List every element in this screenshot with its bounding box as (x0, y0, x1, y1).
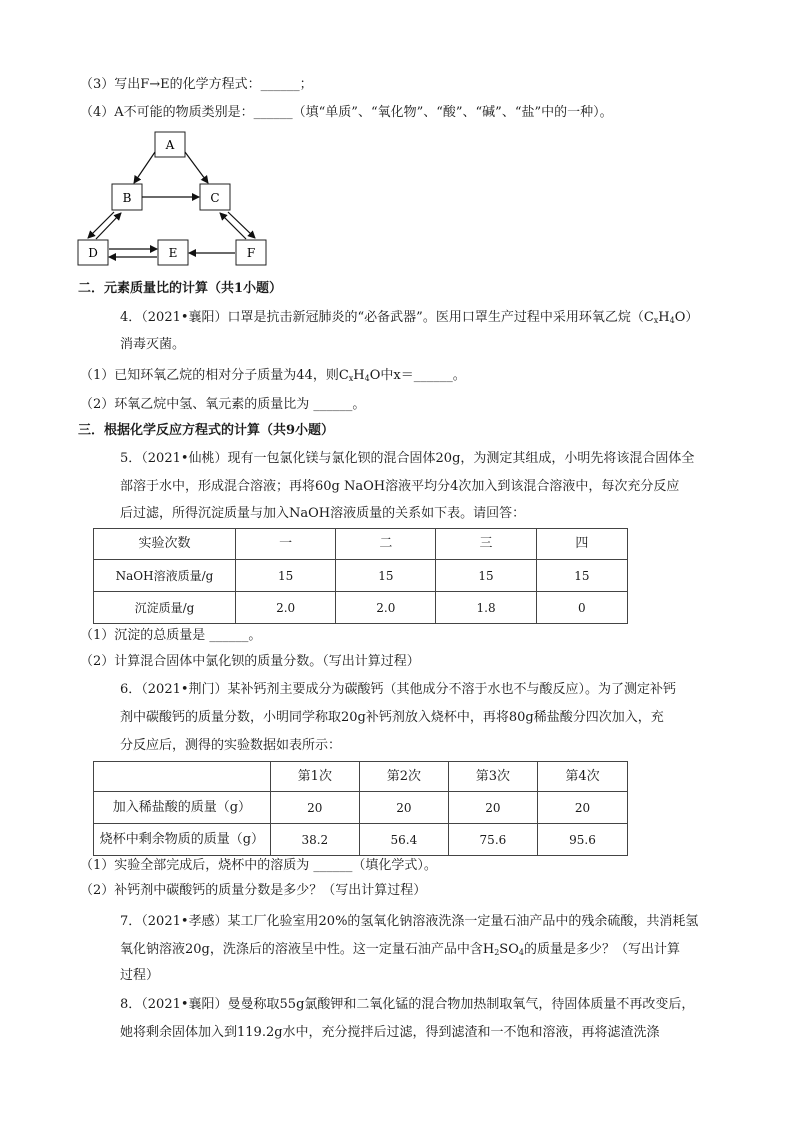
t2-header-0 (94, 762, 271, 792)
t2-r1-c3: 75.6 (448, 824, 537, 856)
problem-5-line-1: 5．（2021•仙桃）现有一包氯化镁与氯化钡的混合固体20g，为测定其组成，小明先将该混合固体全 (120, 451, 695, 466)
t2-r0-c0: 加入稀盐酸的质量（g） (94, 792, 271, 824)
t1-header-3: 三 (436, 529, 536, 560)
problem-5-line-3: 后过滤，所得沉淀质量与加入NaOH溶液质量的关系如下表。请回答： (120, 506, 526, 521)
t2-r0-c4: 20 (537, 792, 627, 824)
t1-r1-c1: 2.0 (236, 592, 336, 624)
problem-5-q1: （1）沉淀的总质量是 ______。 (80, 628, 262, 643)
t1-header-1: 一 (236, 529, 336, 560)
p7-sub-2: 2 (494, 948, 500, 957)
t2-r1-c1: 38.2 (270, 824, 359, 856)
problem-5-line-2: 部溶于水中，形成混合溶液；再将60g NaOH溶液平均分4次加入到该混合溶液中，每次充分反应 (120, 479, 680, 494)
problem-6-line-3: 分反应后，测得的实验数据如表所示： (120, 738, 342, 753)
node-b: B (122, 191, 132, 205)
t2-header-2: 第2次 (359, 762, 448, 792)
question-3: （3）写出F→E的化学方程式：______； (80, 77, 313, 92)
p4-text-a: 4．（2021•襄阳）口罩是抗击新冠肺炎的“必备武器”。医用口罩生产过程中采用环氧乙烷（C (120, 310, 654, 325)
problem-4-line-1 (120, 308, 698, 331)
t1-r1-c0: 沉淀质量/g (94, 592, 236, 624)
p4-sub-4: 4 (669, 316, 675, 325)
problem-7-line-1: 7．（2021•孝感）某工厂化验室用20%的氢氧化钠溶液洗涤一定量石油产品中的残余硫酸，共消耗氢 (120, 914, 699, 929)
table-calcium (93, 761, 628, 856)
node-a: A (165, 138, 175, 152)
problem-6-q1: （1）实验全部完成后，烧杯中的溶质为 ______（填化学式）。 (80, 858, 437, 873)
p7-text-b: 的质量是多少？（写出计算 (523, 942, 680, 957)
question-4: （4）A不可能的物质类别是：______（填“单质”、“氧化物”、“酸”、“碱”、“盐”中的一种）。 (80, 105, 613, 120)
p7-sub-4: 4 (518, 948, 524, 957)
t2-r1-c4: 95.6 (537, 824, 627, 856)
node-e: E (168, 246, 178, 260)
p4-h: H (658, 310, 670, 325)
problem-4-line-2: 消毒灭菌。 (120, 337, 186, 352)
t2-r1-c0: 烧杯中剩余物质的质量（g） (94, 824, 271, 856)
problem-6-line-2: 剂中碳酸钙的质量分数，小明同学称取20g补钙剂放入烧杯中，再将80g稀盐酸分四次加入，充 (120, 710, 664, 725)
problem-8-line-1: 8．（2021•襄阳）曼曼称取55g氯酸钾和二氧化锰的混合物加热制取氧气，待固体质量不再改变后， (120, 997, 695, 1012)
t2-r0-c1: 20 (270, 792, 359, 824)
t2-header-3: 第3次 (448, 762, 537, 792)
t1-r0-c0: NaOH溶液质量/g (94, 560, 236, 592)
section-2-heading: 二．元素质量比的计算（共1小题） (78, 281, 283, 296)
t1-r0-c3: 15 (436, 560, 536, 592)
problem-6-q2: （2）补钙剂中碳酸钙的质量分数是多少？（写出计算过程） (80, 883, 427, 898)
problem-6-line-1: 6．（2021•荆门）某补钙剂主要成分为碳酸钙（其他成分不溶于水也不与酸反应）。为了测定补钙 (120, 682, 677, 697)
p4-q1-sub-4: 4 (364, 374, 370, 383)
t2-r1-c2: 56.4 (359, 824, 448, 856)
table-row (94, 824, 628, 856)
node-c: C (210, 191, 220, 205)
table-row (94, 560, 628, 592)
table-row (94, 792, 628, 824)
t1-r0-c2: 15 (336, 560, 436, 592)
problem-7-line-3: 过程） (120, 968, 160, 983)
t2-r0-c3: 20 (448, 792, 537, 824)
section-3-heading: 三．根据化学反应方程式的计算（共9小题） (78, 423, 335, 438)
t2-header-4: 第4次 (537, 762, 627, 792)
problem-7-line-2 (120, 940, 680, 963)
t1-header-4: 四 (536, 529, 627, 560)
t1-r1-c3: 1.8 (436, 592, 536, 624)
p4-q1-b: O中x＝______。 (369, 368, 466, 383)
node-d: D (88, 246, 98, 260)
t1-r1-c4: 0 (536, 592, 627, 624)
t1-header-0: 实验次数 (94, 529, 236, 560)
table-precipitate (93, 528, 628, 624)
table-row (94, 592, 628, 624)
p4-q1-sub-x: x (348, 374, 354, 383)
p4-q1-a: （1）已知环氧乙烷的相对分子质量为44，则C (80, 368, 349, 383)
t1-r0-c1: 15 (236, 560, 336, 592)
problem-5-q2: （2）计算混合固体中氯化钡的质量分数。（写出计算过程） (80, 654, 420, 669)
arrow-a-b (134, 152, 155, 183)
problem-8-line-2: 她将剩余固体加入到119.2g水中，充分搅拌后过滤，得到滤渣和一不饱和溶液，再将滤渣洗涤 (120, 1025, 660, 1040)
t1-r0-c4: 15 (536, 560, 627, 592)
p4-q1-h: H (353, 368, 365, 383)
problem-4-q2: （2）环氧乙烷中氢、氧元素的质量比为 ______。 (80, 397, 366, 412)
node-f: F (246, 246, 256, 260)
arrow-a-c (185, 152, 208, 183)
t2-r0-c2: 20 (359, 792, 448, 824)
t1-r1-c2: 2.0 (336, 592, 436, 624)
p4-text-b: O） (674, 310, 699, 325)
t1-header-2: 二 (336, 529, 436, 560)
p7-so: SO (499, 942, 519, 957)
reaction-diagram (70, 128, 280, 268)
p7-text-a: 氧化钠溶液20g，洗涤后的溶液呈中性。这一定量石油产品中含H (120, 942, 495, 957)
problem-4-q1 (80, 366, 466, 389)
t2-header-1: 第1次 (270, 762, 359, 792)
p4-sub-x: x (653, 316, 659, 325)
